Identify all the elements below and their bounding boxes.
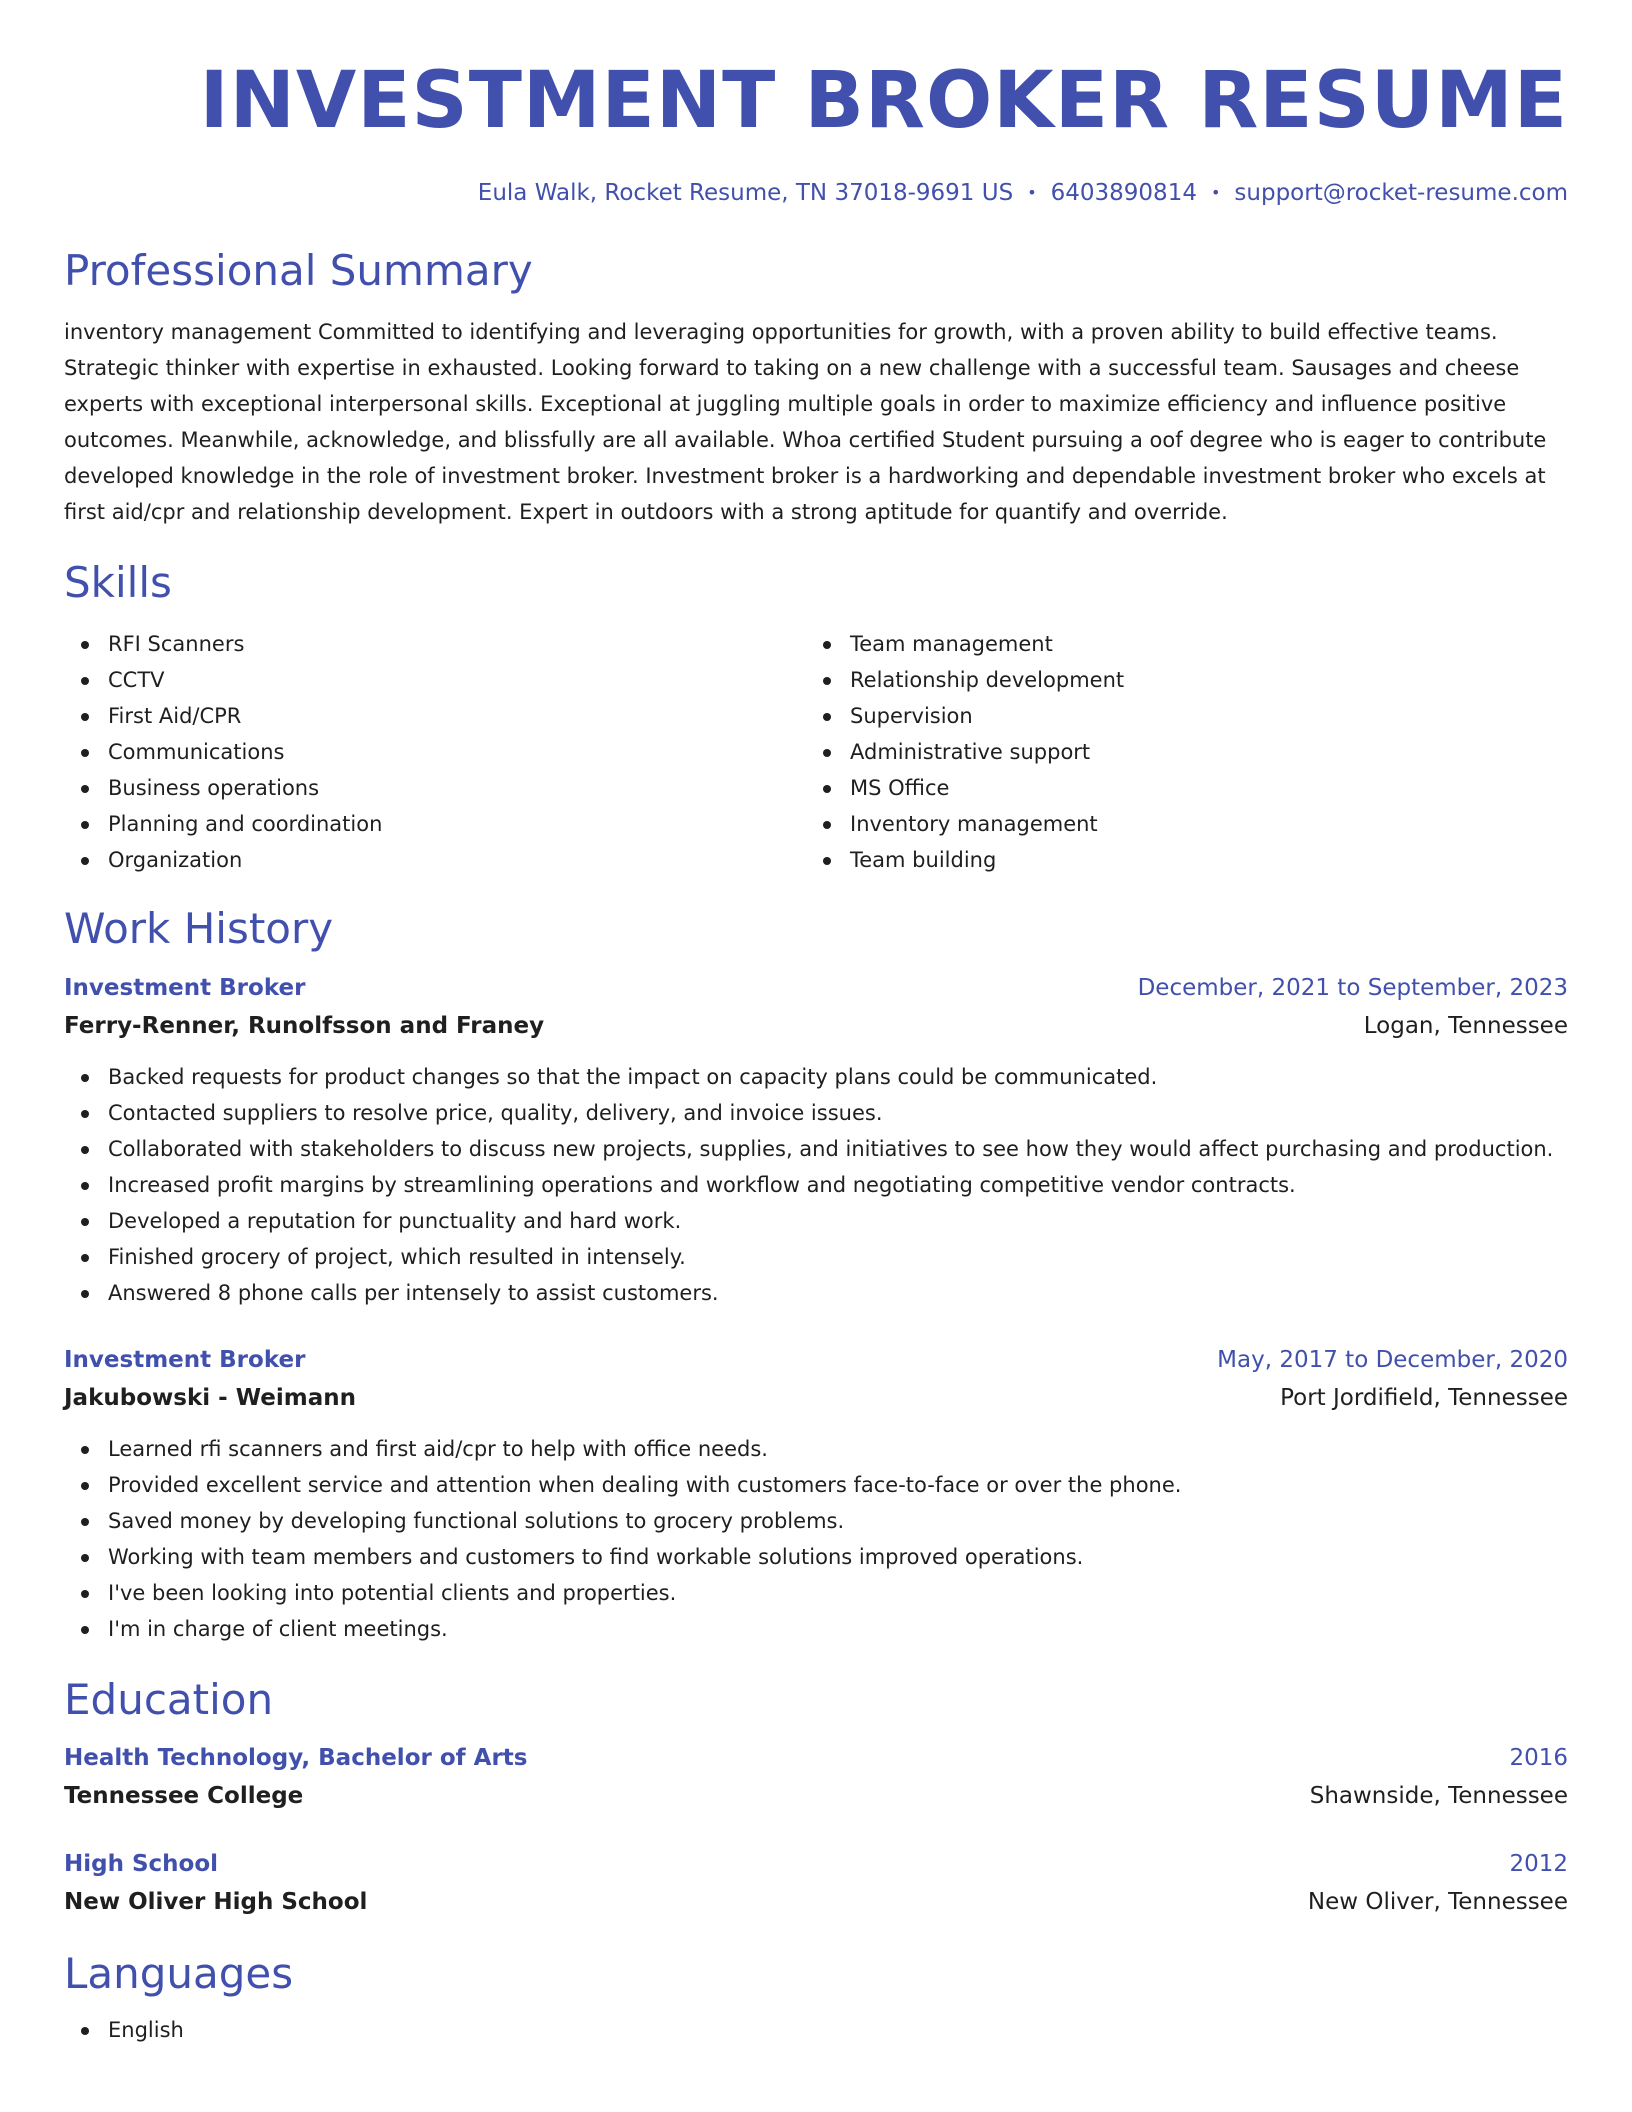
job-subheader: [64, 1007, 1568, 1045]
skill-item: RFI Scanners: [64, 626, 806, 662]
job-bullet: Answered 8 phone calls per intensely to assist customers.: [64, 1275, 1568, 1311]
skill-item: Organization: [64, 842, 806, 878]
job-dates: December, 2021 to September, 2023: [1137, 974, 1568, 1001]
job-bullet: Contacted suppliers to resolve price, quality, delivery, and invoice issues.: [64, 1095, 1568, 1131]
job-bullets: [64, 1059, 1568, 1311]
job-bullet: Finished grocery of project, which resulted in intensely.: [64, 1239, 1568, 1275]
languages-heading: Languages: [64, 1949, 294, 1999]
job-header: [64, 1341, 1568, 1379]
education-degree: High School: [64, 1851, 219, 1878]
skill-item: CCTV: [64, 662, 806, 698]
skills-column-right: [806, 626, 1548, 878]
education-degree: Health Technology, Bachelor of Arts: [64, 1745, 528, 1772]
job-bullet: Increased profit margins by streamlining operations and workflow and negotiating competitive vendor contracts.: [64, 1167, 1568, 1203]
job-bullets: [64, 1431, 1568, 1647]
education-year: 2016: [1509, 1745, 1568, 1772]
education-header: [64, 1845, 1568, 1883]
contact-email: support@rocket-resume.com: [1234, 180, 1568, 206]
job-bullet: Saved money by developing functional solutions to grocery problems.: [64, 1503, 1568, 1539]
job-location: Logan, Tennessee: [1363, 1012, 1568, 1039]
education-year: 2012: [1509, 1851, 1568, 1878]
language-item: English: [64, 2012, 1568, 2048]
job-company: Ferry-Renner, Runolfsson and Franey: [64, 1012, 545, 1039]
education-subheader: [64, 1883, 1568, 1921]
job-bullet: Collaborated with stakeholders to discuss new projects, supplies, and initiatives to see how they would affect purchasing and production.: [64, 1131, 1568, 1167]
job-title: Investment Broker: [64, 1346, 306, 1373]
skill-item: Inventory management: [806, 806, 1548, 842]
contact-line: [64, 180, 1568, 208]
skill-item: Team building: [806, 842, 1548, 878]
contact-separator: •: [1027, 183, 1037, 202]
education-school: Tennessee College: [64, 1783, 304, 1810]
job-subheader: [64, 1379, 1568, 1417]
skill-item: First Aid/CPR: [64, 698, 806, 734]
skill-item: Business operations: [64, 770, 806, 806]
job-bullet: Developed a reputation for punctuality and hard work.: [64, 1203, 1568, 1239]
education-heading: Education: [64, 1674, 274, 1724]
job-bullet: Backed requests for product changes so that the impact on capacity plans could be communicated.: [64, 1059, 1568, 1095]
job-entry: [64, 1341, 1568, 1647]
education-subheader: [64, 1777, 1568, 1815]
job-bullet: Learned rfi scanners and first aid/cpr to help with office needs.: [64, 1431, 1568, 1467]
education-school: New Oliver High School: [64, 1889, 368, 1916]
skill-item: MS Office: [806, 770, 1548, 806]
job-location: Port Jordifield, Tennessee: [1280, 1384, 1568, 1411]
skills-column-left: [64, 626, 806, 878]
skill-item: Supervision: [806, 698, 1548, 734]
job-title: Investment Broker: [64, 974, 306, 1001]
job-bullet: Provided excellent service and attention when dealing with customers face-to-face or over the phone.: [64, 1467, 1568, 1503]
skill-item: Planning and coordination: [64, 806, 806, 842]
languages-list: [64, 2012, 1568, 2048]
skills-list: [64, 626, 1568, 878]
education-header: [64, 1739, 1568, 1777]
job-entry: [64, 969, 1568, 1311]
contact-phone: 6403890814: [1050, 180, 1197, 206]
skill-item: Communications: [64, 734, 806, 770]
job-header: [64, 969, 1568, 1007]
education-entry: [64, 1739, 1568, 1815]
education-location: Shawnside, Tennessee: [1309, 1783, 1568, 1810]
contact-separator: •: [1210, 183, 1221, 202]
job-bullet: I'm in charge of client meetings.: [64, 1611, 1568, 1647]
job-dates: May, 2017 to December, 2020: [1217, 1346, 1568, 1373]
education-location: New Oliver, Tennessee: [1307, 1889, 1568, 1916]
professional-summary-heading: Professional Summary: [64, 245, 533, 295]
job-bullet: I've been looking into potential clients and properties.: [64, 1575, 1568, 1611]
skill-item: Relationship development: [806, 662, 1548, 698]
work-history-heading: Work History: [64, 904, 334, 954]
skill-item: Administrative support: [806, 734, 1548, 770]
skills-heading: Skills: [64, 557, 172, 607]
professional-summary-text: inventory management Committed to identifying and leveraging opportunities for growth, with a proven ability to build effective teams. Strategic thinker with expertise in exhausted. Looking forward to taking on a new challenge with a successful team. Sausages and cheese experts with exceptional interpersonal skills. Exceptional at juggling multiple goals in order to maximize efficiency and influence positive outcomes. Meanwhile, acknowledge, and blissfully are all available. Whoa certified Student pursuing a oof degree who is eager to contribute developed knowledge in the role of investment broker. Investment broker is a hardworking and dependable investment broker who excels at first aid/cpr and relationship development. Expert in outdoors with a strong aptitude for quantify and override.: [64, 319, 1547, 524]
education-entry: [64, 1845, 1568, 1921]
contact-address: Eula Walk, Rocket Resume, TN 37018-9691 US: [477, 180, 1014, 206]
job-company: Jakubowski - Weimann: [64, 1384, 356, 1411]
skill-item: Team management: [806, 626, 1548, 662]
job-bullet: Working with team members and customers to find workable solutions improved operations.: [64, 1539, 1568, 1575]
resume-title: INVESTMENT BROKER RESUME: [199, 56, 1568, 146]
